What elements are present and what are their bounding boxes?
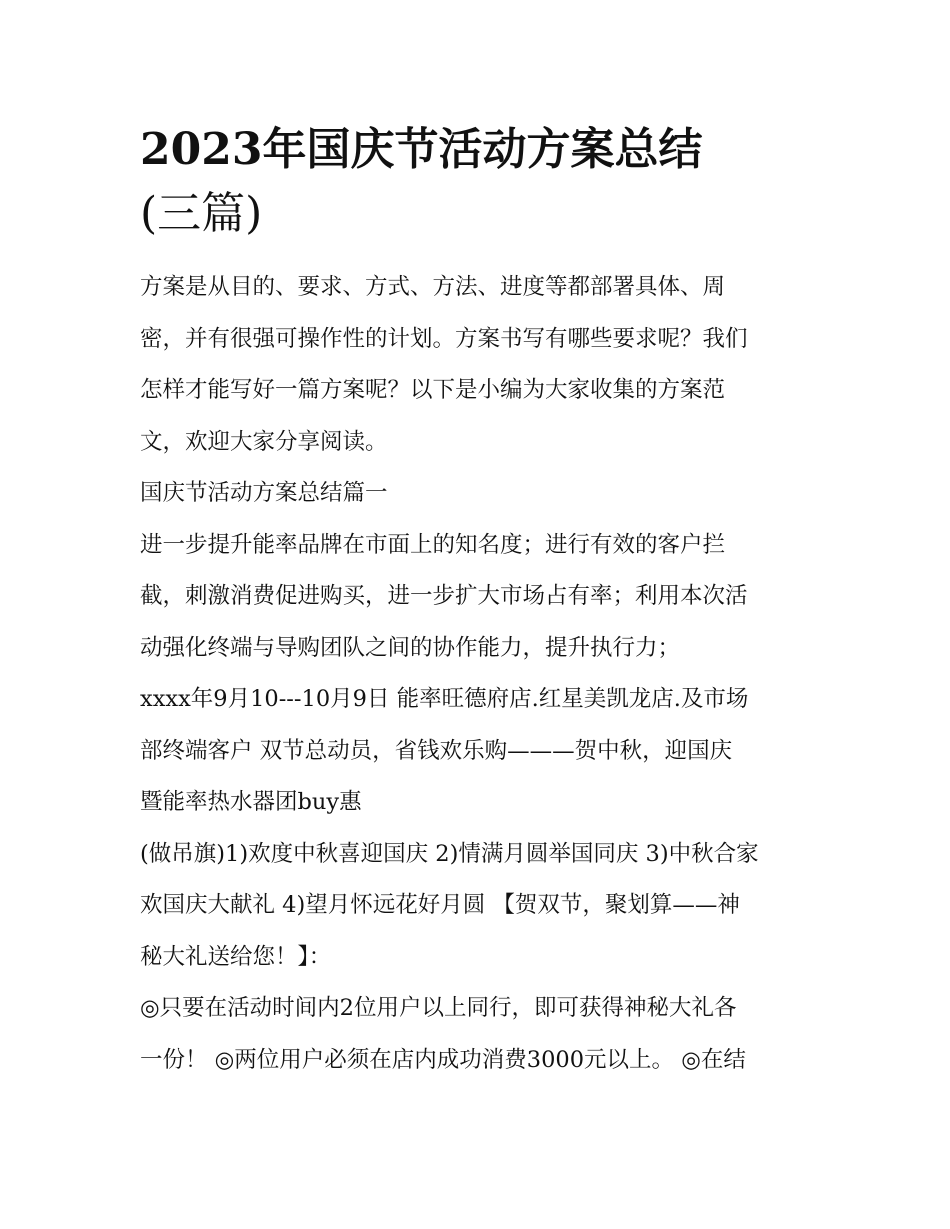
text-line: (做吊旗)1)欢度中秋喜迎国庆 2)情满月圆举国同庆 3)中秋合家 xyxy=(140,840,759,867)
text-line: 方案是从目的、要求、方式、方法、进度等都部署具体、周 xyxy=(140,274,726,300)
text-line: xxxx年9月10---10月9日 能率旺德府店.红星美凯龙店.及市场 xyxy=(140,686,749,712)
banner-paragraph xyxy=(140,829,812,984)
text-line: 秘大礼送给您！】： xyxy=(140,943,332,970)
intro-paragraph xyxy=(140,262,812,468)
document-body xyxy=(140,262,812,1086)
document-title xyxy=(140,118,812,246)
text-line: 文，欢迎大家分享阅读。 xyxy=(140,428,388,455)
text-line: 一份！ ◎两位用户必须在店内成功消费3000元以上。 ◎在结 xyxy=(140,1046,746,1073)
goal-paragraph xyxy=(140,520,812,675)
text-line: 怎样才能写好一篇方案呢？以下是小编为大家收集的方案范 xyxy=(140,377,726,403)
text-line: 密，并有很强可操作性的计划。方案书写有哪些要求呢？我们 xyxy=(140,325,748,352)
title-line-1: 2023年国庆节活动方案总结 xyxy=(140,124,703,175)
text-line: 部终端客户 双节总动员，省钱欢乐购———贺中秋，迎国庆 xyxy=(140,737,733,764)
title-line-2: (三篇) xyxy=(140,188,263,239)
text-line: 截，刺激消费促进购买，进一步扩大市场占有率；利用本次活 xyxy=(140,583,748,609)
text-line: ◎只要在活动时间内2位用户以上同行，即可获得神秘大礼各 xyxy=(140,995,737,1021)
schedule-paragraph xyxy=(140,674,812,829)
text-line: 动强化终端与导购团队之间的协作能力，提升执行力； xyxy=(140,634,681,661)
rules-paragraph xyxy=(140,983,812,1086)
text-line: 欢国庆大献礼 4)望月怀远花好月圆 【贺双节，聚划算——神 xyxy=(140,892,740,918)
text-line: 国庆节活动方案总结篇一 xyxy=(140,480,388,506)
text-line: 进一步提升能率品牌在市面上的知名度；进行有效的客户拦 xyxy=(140,531,726,558)
section-heading xyxy=(140,468,812,520)
document-page xyxy=(140,118,812,1086)
text-line: 暨能率热水器团buy惠 xyxy=(140,789,362,815)
